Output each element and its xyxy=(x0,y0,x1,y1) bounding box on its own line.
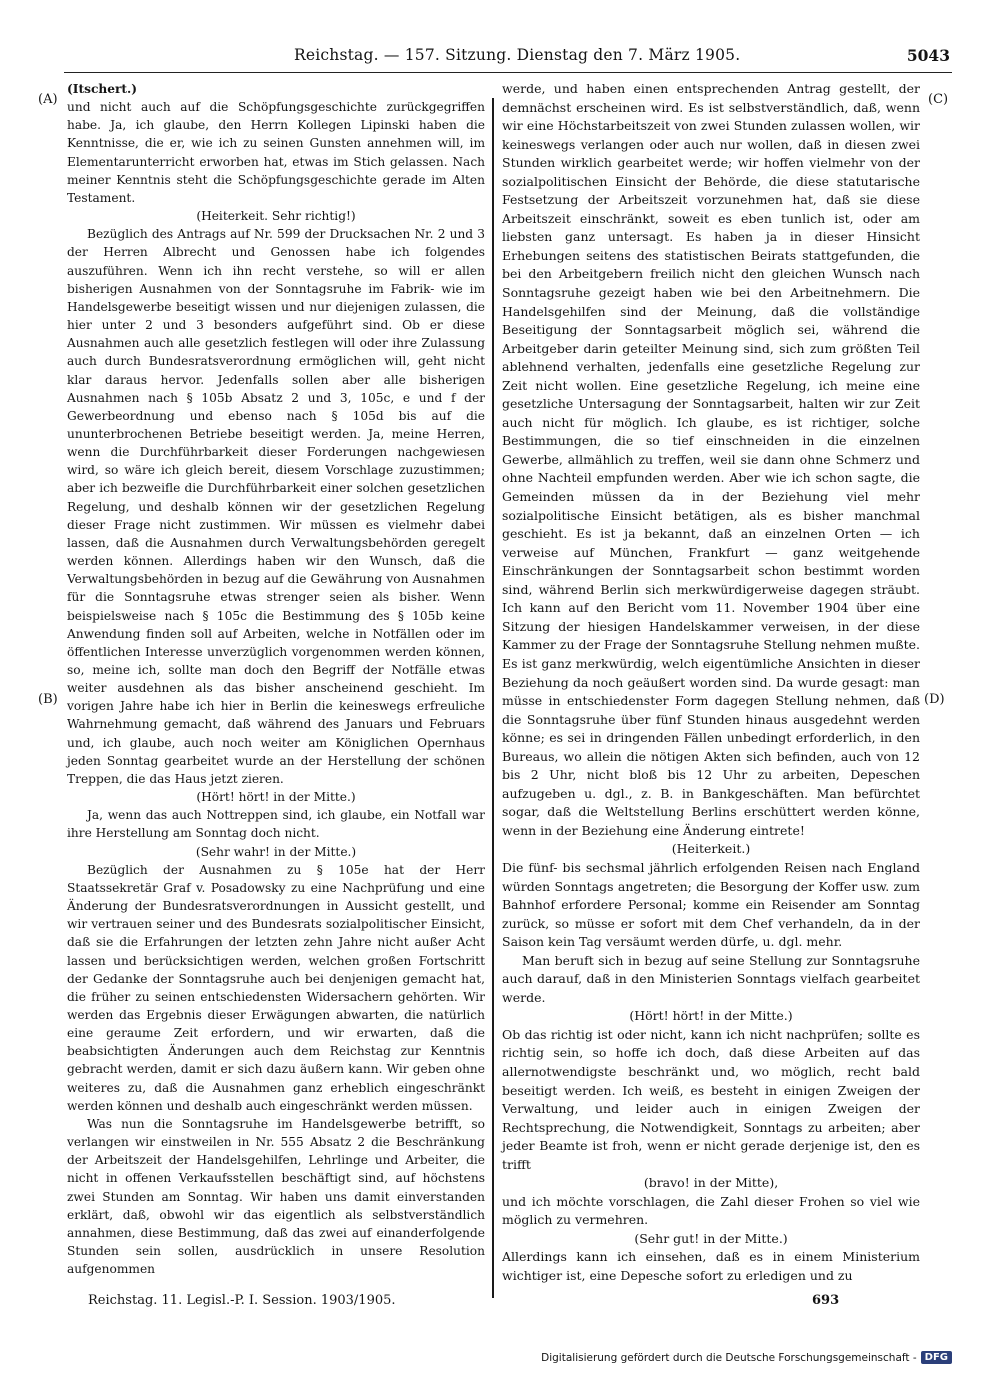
funding-text: Digitalisierung gefördert durch die Deutsche Forschungsgemeinschaft - xyxy=(541,1351,917,1364)
running-title: Reichstag. — 157. Sitzung. Dienstag den 7. März 1905. xyxy=(294,46,741,64)
interjection: (Hört! hört! in der Mitte.) xyxy=(196,790,356,805)
interjection: (Heiterkeit.) xyxy=(671,841,751,857)
funding-note xyxy=(541,1351,952,1364)
dfg-logo: DFG xyxy=(921,1351,952,1364)
paragraph: Man beruft sich in bezug auf seine Stellung zur Sonntagsruhe auch darauf, daß in den Ministerien Sonntags vielfach gearbeitet werde. xyxy=(502,952,920,1005)
interjection: (Sehr gut! in der Mitte.) xyxy=(634,1230,788,1246)
paragraph: Bezüglich der Ausnahmen zu § 105e hat der Herr Staatssekretär Graf v. Posadowsky zu eine Nachprüfung und eine Änderung der Bundesratsverordnungen in Aussicht gestellt, und wir vertrauen seiner und des Bundesrats sozialpolitischer Einsicht, daß sie die Erfahrungen der letzten zehn Jahre nicht außer Acht lassen und berücksichtigen werden, welchen großen Fortschritt der Gedanke der Sonntagsruhe auch bei denjenigen gemacht hat, die früher zu seinen entschiedensten Widersachern gehörten. Wir werden das Ergebnis dieser Erwägungen abwarten, die natürlich eine geraume Zeit erfordern, und wir erwarten, daß die beabsichtigten Änderungen auch dem Reichstag zur Kenntnis gebracht werden, damit er sich dazu äußern kann. Wir geben ohne weiteres zu, daß die Ausnahmen ganz erheblich eingeschränkt werden können und deshalb auch eingeschränkt werden müssen. xyxy=(67,862,485,1113)
interjection: (Hört! hört! in der Mitte.) xyxy=(629,1008,793,1024)
paragraph: und nicht auch auf die Schöpfungsgeschichte zurückgegriffen habe. Ja, ich glaube, den Herrn Kollegen Lipinski haben die Kenntnisse, die er, wie ich zu seinen Gunsten annehmen will, im Elementarunterricht erworben hat, etwas im Stich gelassen. Nach meiner Kenntnis steht die Schöpfungsgeschichte gerade im Alten Testament. xyxy=(67,100,485,205)
paragraph: Allerdings kann ich einsehen, daß es in einem Ministerium wichtiger ist, eine Depesche sofort zu erledigen und zu xyxy=(502,1249,920,1283)
paragraph: Ja, wenn das auch Nottreppen sind, ich glaube, ein Notfall war ihre Herstellung am Sonntag doch nicht. xyxy=(67,808,485,841)
margin-mark-d: (D) xyxy=(924,692,945,707)
paragraph: Bezüglich des Antrags auf Nr. 599 der Drucksachen Nr. 2 und 3 der Herren Albrecht und Genossen habe ich folgendes auszuführen. Wenn ich ihn recht verstehe, so will er allen bisherigen Ausnahmen von der Sonntagsruhe im Fabrik- wie im Handelsgewerbe beseitigt wissen und nur diejenigen zulassen, die hier unter 2 und 3 besonders aufgeführt sind. Ob er diese Ausnahmen auch alle gesetzlich festlegen will oder ihre Zulassung auch durch Bundesratsverordnung ermöglichen will, geht nicht klar daraus hervor. Jedenfalls sollen aber alle bisherigen Ausnahmen nach § 105b Absatz 2 und 3, 105c, e und f der Gewerbeordnung und ebenso nach § 105d bis auf die ununterbrochenen Betriebe beseitigt werden. Ja, meine Herren, wenn die Durchführbarkeit dieser Forderungen nachgewiesen wird, so wäre ich gleich bereit, diesem Vorschlage zuzustimmen; aber ich bezweifle die Durchführbarkeit einer solchen gesetzlichen Regelung, und deshalb können wir der gesetzlichen Regelung dieser Frage nicht zustimmen. Wir müssen es vielmehr dabei lassen, daß die Ausnahmen durch Verwaltungsbehörden geregelt werden können. Allerdings haben wir den Wunsch, daß die Verwaltungsbehörden in bezug auf die Gewährung von Ausnahmen für die Sonntagsruhe etwas strenger seien als bisher. Wenn beispielsweise nach § 105c die Bestimmung des § 105b keine Anwendung finden soll auf Arbeiten, welche in Notfällen oder im öffentlichen Interesse unverzüglich vorgenommen werden können, so, meine ich, sollte man doch den Begriff der Notfälle etwas weiter ausdehnen als das bisher anscheinend geschieht. Im vorigen Jahre habe ich hier in Berlin die keineswegs erfreuliche Wahrnehmung gemacht, daß während des Januars und Februars und, ich glaube, auch noch weiter am Königlichen Opernhaus jeden Sonntag gearbeitet wurde an der Herstellung der schönen Treppen, die das Haus jetzt zieren. xyxy=(67,227,485,786)
column-divider xyxy=(492,98,494,1298)
interjection: (Sehr wahr! in der Mitte.) xyxy=(195,844,357,859)
paragraph: Die fünf- bis sechsmal jährlich erfolgenden Reisen nach England würden Sonntags angetreten; die Besorgung der Koffer usw. zum Bahnhof erfordere Personal; komme ein Reisender am Sonntag zurück, so müsse er sofort mit dem Chef verhandeln, da in der Saison kein Tag versäumt werden dürfe, u. dgl. mehr. xyxy=(502,859,920,950)
paragraph: und ich möchte vorschlagen, die Zahl dieser Frohen so viel wie möglich zu vermehren. xyxy=(502,1193,920,1228)
left-column xyxy=(67,80,485,1278)
running-header xyxy=(64,44,952,73)
footer-session: Reichstag. 11. Legisl.-P. I. Session. 1903/1905. xyxy=(88,1293,396,1308)
margin-mark-c: (C) xyxy=(928,92,949,107)
interjection: (bravo! in der Mitte), xyxy=(643,1175,779,1191)
page-number: 5043 xyxy=(906,46,950,65)
interjection: (Heiterkeit. Sehr richtig!) xyxy=(196,209,356,224)
margin-mark-b: (B) xyxy=(38,692,58,707)
right-column xyxy=(502,80,920,1286)
speaker-name: (Itschert.) xyxy=(67,82,138,96)
footer-page-number: 693 xyxy=(812,1293,840,1308)
paragraph: Was nun die Sonntagsruhe im Handelsgewerbe betrifft, so verlangen wir einstweilen in Nr. 555 Absatz 2 die Beschränkung der Arbeitszeit der Handelsgehilfen, Lehrlinge und Arbeiter, die nicht in offenen Verkaufsstellen beschäftigt sind, auf höchstens zwei Stunden am Sonntag. Wir haben uns damit einverstanden erklärt, daß, obwohl wir das eigentlich als selbstverständlich annahmen, diese Bestimmung, daß das zwei auf einanderfolgende Stunden sein sollen, ausdrücklich in unsere Resolution aufgenommen xyxy=(67,1116,485,1277)
margin-mark-a: (A) xyxy=(38,92,58,107)
paragraph: Ob das richtig ist oder nicht, kann ich nicht nachprüfen; sollte es richtig sein, so hoffe ich doch, daß diese Arbeiten auf das allernotwendigste beschränkt und, wo möglich, recht bald beseitigt werden. Ich weiß, es besteht in einigen Zweigen der Verwaltung, und leider auch in einigen Zweigen der Rechtsprechung, die Notwendigkeit, Sonntags zu arbeiten; aber jeder Beamte ist froh, wenn er nicht gerade derjenige ist, den es trifft xyxy=(502,1026,920,1172)
paragraph: werde, und haben einen entsprechenden Antrag gestellt, der demnächst erscheinen wird. Es ist selbstverständlich, daß, wenn wir eine Höchstarbeitszeit von zwei Stunden zulassen wollen, wir keineswegs verlangen oder auch nur wollen, daß in diesen zwei Stunden wirklich gearbeitet werde; wir hoffen vielmehr von der sozialpolitischen Einsicht der Behörde, die diese statutarische Festsetzung der Arbeitszeit vorzunehmen hat, daß sie diese Arbeitszeit einschränkt, soweit es eben tunlich ist, oder am liebsten ganz untersagt. Es haben ja in dieser Hinsicht Erhebungen seitens des statistischen Beirats stattgefunden, die bei den Arbeitgebern freilich nicht den gleichen Wunsch nach Sonntagsruhe gezeigt haben wie bei den Arbeitnehmern. Die Handelsgehilfen sind der Meinung, daß die vollständige Beseitigung der Sonntagsarbeit möglich sei, während die Arbeitgeber darin geteilter Meinung sind, sich zum größten Teil ablehnend verhalten, jedenfalls eine gesetzliche Regelung zur Zeit nicht wollen. Eine gesetzliche Regelung, ich meine eine gesetzliche Untersagung der Sonntagsarbeit, halten wir zur Zeit auch nicht für möglich. Ich glaube, es ist richtiger, solche Bestimmungen, die so tief einschneiden in die einzelnen Gewerbe, allmählich zu treffen, weil sie dann ohne Schmerz und ohne Nachteil empfunden werden. Aber wie ich schon sagte, die Gemeinden müssen da in der Beziehung viel mehr sozialpolitische Einsicht betätigen, als es bisher manchmal geschieht. Es ist ja bekannt, daß an einzelnen Orten — ich verweise auf München, Frankfurt — ganz weitgehende Einschränkungen der Sonntagsarbeit schon bestimmt worden sind, während Berlin sich merkwürdigerweise dagegen sträubt. Ich kann auf den Bericht vom 11. November 1904 über eine Sitzung der hiesigen Handelskammer verweisen, in der diese Kammer zu der Frage der Sonntagsruhe Stellung nehmen mußte. Es ist ganz merkwürdig, welch eigentümliche Ansichten in dieser Beziehung da noch geäußert worden sind. Da wurde gesagt: man müsse in entschiedenster Form dagegen Stellung nehmen, daß die Sonntagsruhe über fünf Stunden hinaus ausgedehnt werden könne; es sei in dringenden Fällen unbedingt erforderlich, in den Bureaus, wo allein die nötigen Akten sich befinden, auch von 12 bis 2 Uhr, nicht bloß bis 12 Uhr zu arbeiten, Depeschen aufzugeben u. dgl., z. B. in Bankgeschäften. Man befürchtet sogar, daß die Weltstellung Berlins erschüttert werden könne, wenn in der Beziehung eine Änderung eintrete! xyxy=(502,81,920,838)
